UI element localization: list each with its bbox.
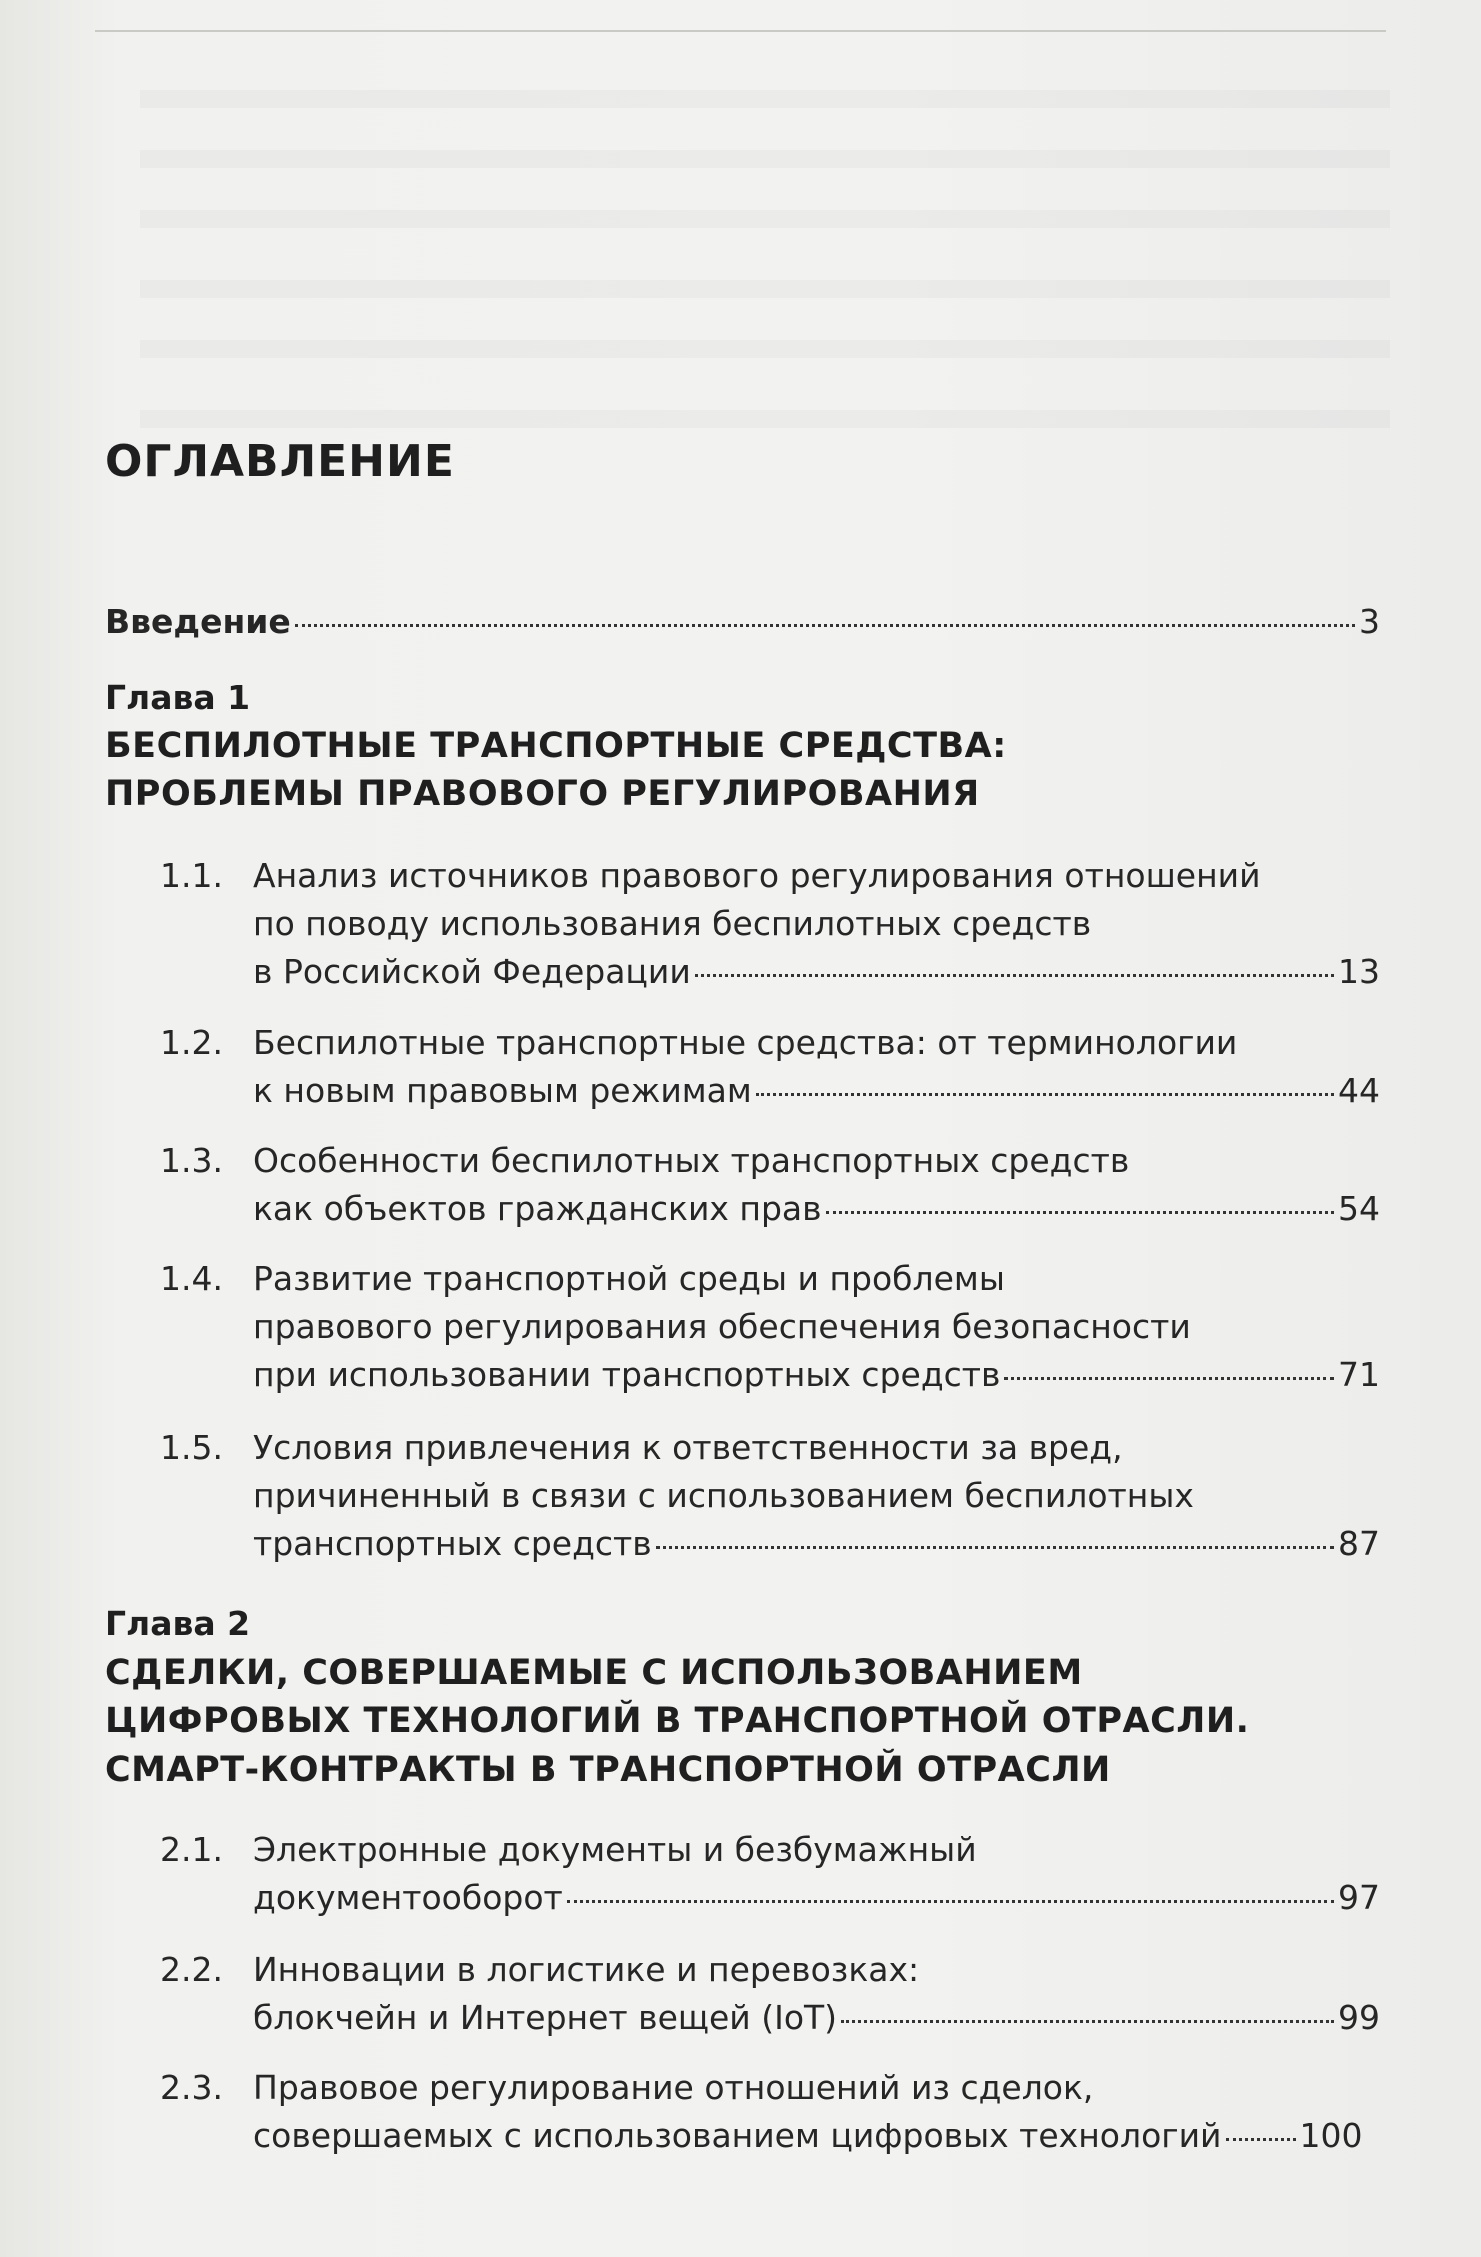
- section-title-line: Анализ источников правового регулирования отношений: [253, 856, 1261, 895]
- section-number: 2.3.: [160, 2068, 223, 2107]
- section-number: 2.2.: [160, 1950, 223, 1989]
- leader-dots: [567, 1900, 1334, 1903]
- section-number: 2.1.: [160, 1830, 223, 1869]
- leader-dots: [695, 974, 1334, 977]
- leader-dots: [756, 1093, 1334, 1096]
- section-title-line: блокчейн и Интернет вещей (IoT): [253, 1997, 838, 2037]
- section-title-line: причиненный в связи с использованием беспилотных: [253, 1475, 1194, 1515]
- toc-section-1-1[interactable]: [160, 852, 1380, 1002]
- leader-dots: [826, 1211, 1334, 1214]
- chapter-title-line: ПРОБЛЕМЫ ПРАВОВОГО РЕГУЛИРОВАНИЯ: [105, 774, 980, 815]
- chapter-title-line: СДЕЛКИ, СОВЕРШАЕМЫЕ С ИСПОЛЬЗОВАНИЕМ: [105, 1653, 1083, 1693]
- section-title-line: Правовое регулирование отношений из сделок,: [253, 2068, 1094, 2107]
- toc-title: ОГЛАВЛЕНИЕ: [105, 436, 455, 487]
- chapter-title-line: ЦИФРОВЫХ ТЕХНОЛОГИЙ В ТРАНСПОРТНОЙ ОТРАСЛИ.: [105, 1701, 1250, 1742]
- section-title-line: документооборот: [253, 1877, 563, 1917]
- page-number: 3: [1359, 602, 1380, 641]
- section-title-line: Особенности беспилотных транспортных средств: [253, 1141, 1130, 1180]
- toc-section-2-1[interactable]: [160, 1826, 1380, 1926]
- section-title-line: Беспилотные транспортные средства: от терминологии: [253, 1023, 1238, 1062]
- page-number: 13: [1338, 951, 1380, 991]
- section-title-line: совершаемых с использованием цифровых технологий: [253, 2115, 1222, 2155]
- leader-dots: [656, 1546, 1334, 1549]
- toc-section-1-2[interactable]: [160, 1019, 1380, 1119]
- section-title-line: транспортных средств: [253, 1523, 652, 1563]
- toc-entry-label: Введение: [105, 602, 291, 641]
- chapter-1-title: [105, 722, 1007, 819]
- section-title-line: к новым правовым режимам: [253, 1070, 752, 1110]
- page-number: 87: [1338, 1523, 1380, 1563]
- section-title-line: как объектов гражданских прав: [253, 1188, 822, 1228]
- leader-dots: [1226, 2138, 1296, 2141]
- leader-dots: [1004, 1377, 1334, 1380]
- section-title-line: Инновации в логистике и перевозках:: [253, 1950, 920, 1989]
- section-number: 1.4.: [160, 1259, 223, 1298]
- section-title-line: Условия привлечения к ответственности за вред,: [253, 1428, 1123, 1467]
- page-number: 54: [1338, 1188, 1380, 1228]
- leader-dots: [841, 2020, 1334, 2023]
- section-title-line: Электронные документы и безбумажный: [253, 1830, 977, 1869]
- section-title-line: Развитие транспортной среды и проблемы: [253, 1259, 1005, 1298]
- page-number: 100: [1299, 2115, 1363, 2155]
- header-rule: [95, 30, 1386, 32]
- chapter-title-line: СМАРТ-КОНТРАКТЫ В ТРАНСПОРТНОЙ ОТРАСЛИ: [105, 1749, 1111, 1790]
- page-number: 99: [1338, 1997, 1380, 2037]
- section-title-line: по поводу использования беспилотных средств: [253, 903, 1092, 943]
- section-number: 1.5.: [160, 1428, 223, 1467]
- section-number: 1.3.: [160, 1141, 223, 1180]
- section-title-line: в Российской Федерации: [253, 951, 691, 991]
- section-number: 1.2.: [160, 1023, 223, 1062]
- toc-section-1-4[interactable]: [160, 1255, 1380, 1405]
- chapter-2-label: Глава 2: [105, 1604, 251, 1643]
- page-number: 44: [1338, 1070, 1380, 1110]
- leader-dots: [295, 624, 1355, 627]
- toc-entry-intro[interactable]: [105, 598, 1380, 646]
- chapter-2-title: [105, 1649, 1249, 1794]
- chapter-1-label: Глава 1: [105, 678, 251, 717]
- chapter-title-line: БЕСПИЛОТНЫЕ ТРАНСПОРТНЫЕ СРЕДСТВА:: [105, 726, 1007, 766]
- section-number: 1.1.: [160, 856, 223, 895]
- toc-section-1-3[interactable]: [160, 1137, 1380, 1237]
- section-title-line: при использовании транспортных средств: [253, 1354, 1001, 1394]
- toc-section-2-2[interactable]: [160, 1946, 1380, 2046]
- section-title-line: правового регулирования обеспечения безопасности: [253, 1306, 1191, 1346]
- toc-section-1-5[interactable]: [160, 1424, 1380, 1574]
- page-number: 71: [1338, 1354, 1380, 1394]
- toc-section-2-3[interactable]: [160, 2064, 1380, 2164]
- page-number: 97: [1338, 1877, 1380, 1917]
